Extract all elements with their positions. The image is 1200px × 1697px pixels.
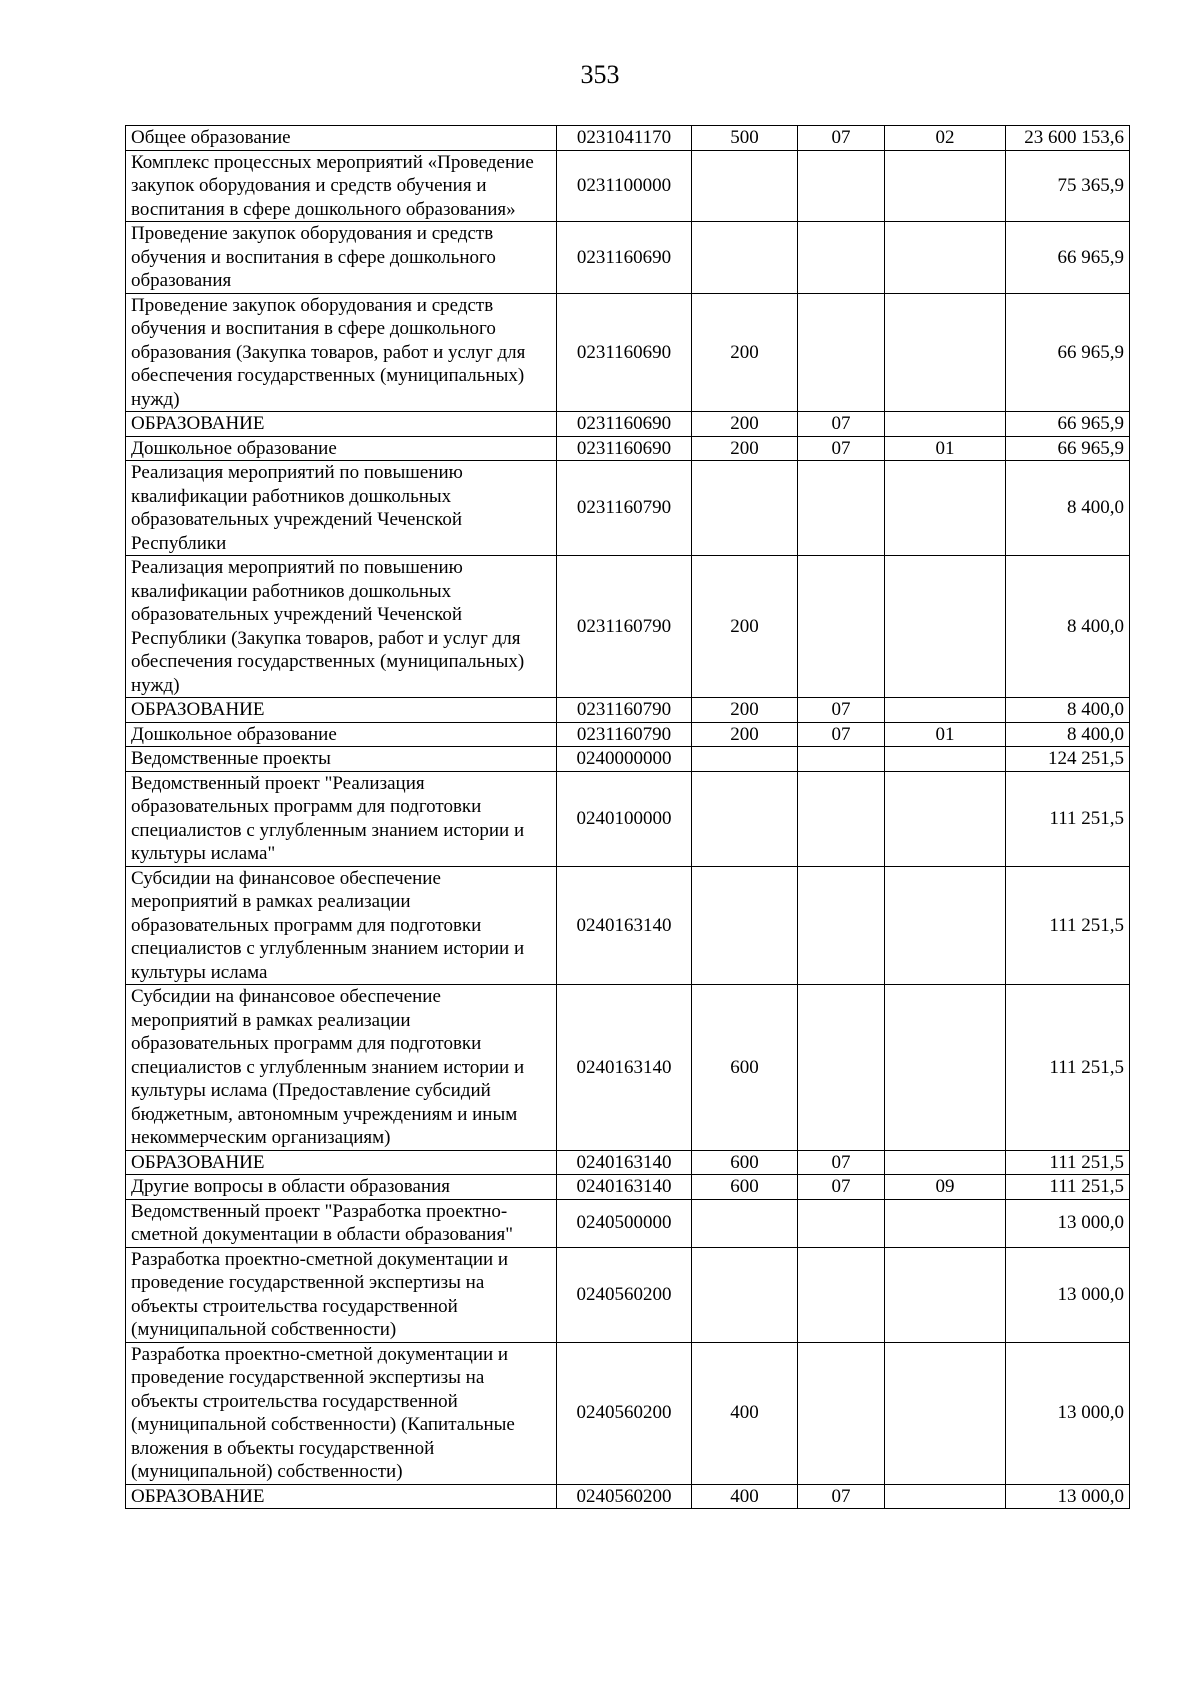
table-row (126, 412, 1130, 437)
row-target-code: 0231100000 (557, 150, 692, 222)
row-section: 07 (798, 722, 885, 747)
row-section (798, 1247, 885, 1342)
table-row (126, 150, 1130, 222)
row-amount: 111 251,5 (1006, 771, 1130, 866)
row-target-code: 0240100000 (557, 771, 692, 866)
row-subsection (885, 1199, 1006, 1247)
row-name: Разработка проектно-сметной документации и проведение государственной экспертизы на объекты строительства государственной (муниципальной собственности) (Капитальные вложения в объекты государственной (муниципальной) собственности) (126, 1342, 557, 1484)
row-section (798, 771, 885, 866)
row-expense-type: 600 (692, 1150, 798, 1175)
row-name: Проведение закупок оборудования и средств обучения и воспитания в сфере дошкольного образования (Закупка товаров, работ и услуг для обеспечения государственных (муниципальных) нужд) (126, 293, 557, 412)
table-row (126, 698, 1130, 723)
row-target-code: 0240163140 (557, 866, 692, 985)
row-target-code: 0231160790 (557, 461, 692, 556)
table-row (126, 222, 1130, 294)
row-expense-type (692, 222, 798, 294)
row-amount: 13 000,0 (1006, 1342, 1130, 1484)
table-row (126, 1199, 1130, 1247)
row-section: 07 (798, 436, 885, 461)
row-section: 07 (798, 412, 885, 437)
row-section (798, 222, 885, 294)
row-name: Разработка проектно-сметной документации и проведение государственной экспертизы на объекты строительства государственной (муниципальной собственности) (126, 1247, 557, 1342)
row-expense-type: 200 (692, 436, 798, 461)
row-subsection (885, 698, 1006, 723)
table-row (126, 747, 1130, 772)
row-section: 07 (798, 698, 885, 723)
row-subsection (885, 1484, 1006, 1509)
row-amount: 66 965,9 (1006, 412, 1130, 437)
row-subsection (885, 1247, 1006, 1342)
table-row (126, 436, 1130, 461)
row-expense-type: 400 (692, 1342, 798, 1484)
row-expense-type (692, 747, 798, 772)
row-amount: 111 251,5 (1006, 985, 1130, 1151)
row-expense-type: 600 (692, 985, 798, 1151)
row-subsection (885, 222, 1006, 294)
row-subsection (885, 1150, 1006, 1175)
table-row (126, 1342, 1130, 1484)
row-target-code: 0240163140 (557, 985, 692, 1151)
row-name: ОБРАЗОВАНИЕ (126, 1484, 557, 1509)
row-expense-type: 400 (692, 1484, 798, 1509)
row-name: Реализация мероприятий по повышению квалификации работников дошкольных образовательных учреждений Чеченской Республики (Закупка товаров, работ и услуг для обеспечения государственных (муниципальных) нужд) (126, 556, 557, 698)
row-section (798, 293, 885, 412)
row-expense-type: 200 (692, 722, 798, 747)
row-subsection (885, 150, 1006, 222)
row-section: 07 (798, 126, 885, 151)
row-amount: 75 365,9 (1006, 150, 1130, 222)
row-target-code: 0240163140 (557, 1175, 692, 1200)
row-name: Ведомственный проект "Реализация образовательных программ для подготовки специалистов с углубленным знанием истории и культуры ислама" (126, 771, 557, 866)
row-expense-type (692, 866, 798, 985)
row-expense-type (692, 461, 798, 556)
row-expense-type (692, 771, 798, 866)
row-subsection: 09 (885, 1175, 1006, 1200)
row-amount: 66 965,9 (1006, 222, 1130, 294)
table-row (126, 722, 1130, 747)
row-subsection: 01 (885, 722, 1006, 747)
budget-table-body (126, 126, 1130, 1509)
row-target-code: 0240000000 (557, 747, 692, 772)
row-subsection: 01 (885, 436, 1006, 461)
row-subsection (885, 1342, 1006, 1484)
row-subsection (885, 293, 1006, 412)
row-section (798, 1342, 885, 1484)
row-name: Дошкольное образование (126, 436, 557, 461)
budget-table (125, 125, 1130, 1509)
row-target-code: 0240500000 (557, 1199, 692, 1247)
row-name: ОБРАЗОВАНИЕ (126, 698, 557, 723)
row-expense-type: 600 (692, 1175, 798, 1200)
row-amount: 111 251,5 (1006, 866, 1130, 985)
row-subsection (885, 771, 1006, 866)
table-row (126, 985, 1130, 1151)
row-name: Ведомственный проект "Разработка проектно-сметной документации в области образования" (126, 1199, 557, 1247)
row-name: Реализация мероприятий по повышению квалификации работников дошкольных образовательных учреждений Чеченской Республики (126, 461, 557, 556)
table-row (126, 1484, 1130, 1509)
row-name: Общее образование (126, 126, 557, 151)
row-amount: 8 400,0 (1006, 461, 1130, 556)
row-expense-type: 200 (692, 556, 798, 698)
row-expense-type (692, 1247, 798, 1342)
row-amount: 124 251,5 (1006, 747, 1130, 772)
row-section (798, 866, 885, 985)
row-amount: 13 000,0 (1006, 1484, 1130, 1509)
table-row (126, 293, 1130, 412)
row-name: Другие вопросы в области образования (126, 1175, 557, 1200)
row-target-code: 0231160690 (557, 222, 692, 294)
row-target-code: 0231160690 (557, 436, 692, 461)
table-row (126, 461, 1130, 556)
row-subsection (885, 556, 1006, 698)
table-row (126, 556, 1130, 698)
page-number: 353 (580, 60, 620, 89)
row-subsection (885, 866, 1006, 985)
row-amount: 66 965,9 (1006, 436, 1130, 461)
row-target-code: 0231160790 (557, 698, 692, 723)
row-expense-type: 200 (692, 698, 798, 723)
row-expense-type (692, 1199, 798, 1247)
row-amount: 66 965,9 (1006, 293, 1130, 412)
row-amount: 13 000,0 (1006, 1247, 1130, 1342)
row-section (798, 747, 885, 772)
row-subsection (885, 412, 1006, 437)
row-target-code: 0240560200 (557, 1342, 692, 1484)
row-section (798, 556, 885, 698)
row-subsection (885, 461, 1006, 556)
row-subsection (885, 985, 1006, 1151)
row-amount: 13 000,0 (1006, 1199, 1130, 1247)
row-name: ОБРАЗОВАНИЕ (126, 412, 557, 437)
row-amount: 8 400,0 (1006, 722, 1130, 747)
row-section (798, 150, 885, 222)
table-row (126, 1150, 1130, 1175)
table-row (126, 126, 1130, 151)
row-target-code: 0231160690 (557, 293, 692, 412)
row-section (798, 985, 885, 1151)
table-row (126, 1247, 1130, 1342)
row-target-code: 0231160690 (557, 412, 692, 437)
row-amount: 8 400,0 (1006, 556, 1130, 698)
row-section: 07 (798, 1484, 885, 1509)
row-name: Дошкольное образование (126, 722, 557, 747)
row-target-code: 0240560200 (557, 1484, 692, 1509)
table-row (126, 771, 1130, 866)
row-name: Ведомственные проекты (126, 747, 557, 772)
row-target-code: 0231041170 (557, 126, 692, 151)
row-name: ОБРАЗОВАНИЕ (126, 1150, 557, 1175)
row-expense-type: 200 (692, 412, 798, 437)
row-amount: 23 600 153,6 (1006, 126, 1130, 151)
row-section (798, 1199, 885, 1247)
row-subsection (885, 747, 1006, 772)
row-name: Субсидии на финансовое обеспечение мероприятий в рамках реализации образовательных программ для подготовки специалистов с углубленным знанием истории и культуры ислама (126, 866, 557, 985)
row-amount: 8 400,0 (1006, 698, 1130, 723)
row-target-code: 0231160790 (557, 556, 692, 698)
row-amount: 111 251,5 (1006, 1175, 1130, 1200)
row-expense-type: 200 (692, 293, 798, 412)
row-target-code: 0240560200 (557, 1247, 692, 1342)
row-subsection: 02 (885, 126, 1006, 151)
table-row (126, 1175, 1130, 1200)
row-name: Субсидии на финансовое обеспечение мероприятий в рамках реализации образовательных программ для подготовки специалистов с углубленным знанием истории и культуры ислама (Предоставление субсидий бюджетным, автономным учреждениям и иным некоммерческим организациям) (126, 985, 557, 1151)
row-target-code: 0231160790 (557, 722, 692, 747)
row-amount: 111 251,5 (1006, 1150, 1130, 1175)
row-expense-type (692, 150, 798, 222)
row-name: Проведение закупок оборудования и средств обучения и воспитания в сфере дошкольного образования (126, 222, 557, 294)
row-section: 07 (798, 1175, 885, 1200)
row-name: Комплекс процессных мероприятий «Проведение закупок оборудования и средств обучения и воспитания в сфере дошкольного образования» (126, 150, 557, 222)
row-section (798, 461, 885, 556)
row-target-code: 0240163140 (557, 1150, 692, 1175)
table-row (126, 866, 1130, 985)
row-section: 07 (798, 1150, 885, 1175)
row-expense-type: 500 (692, 126, 798, 151)
